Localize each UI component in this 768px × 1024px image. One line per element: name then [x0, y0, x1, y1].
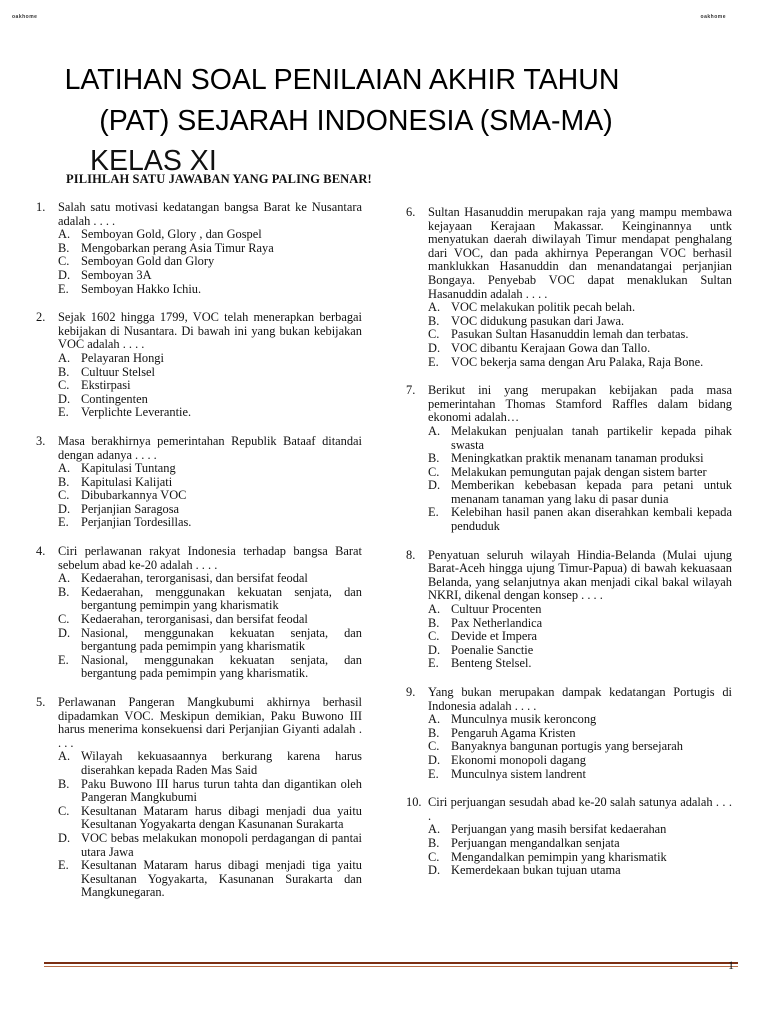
question-item [36, 435, 362, 530]
option-letter: E. [428, 766, 439, 781]
option-text: Pax Netherlandica [451, 615, 543, 630]
question-item [36, 696, 362, 900]
answer-option [58, 242, 362, 256]
option-letter: E. [58, 515, 69, 530]
option-text: Kedaerahan, terorganisasi, dan bersifat feodal [81, 612, 308, 627]
question-number: 5. [36, 695, 46, 709]
option-text: Wilayah kekuasaannya berkurang karena harus diserahkan kepada Raden Mas Said [81, 749, 362, 777]
answer-option [428, 713, 732, 727]
question-number: 8. [406, 547, 416, 562]
option-text: Devide et Impera [451, 629, 538, 644]
option-letter: D. [58, 267, 71, 282]
question-number: 3. [36, 433, 46, 448]
answer-options [428, 713, 732, 781]
option-letter: B. [428, 725, 440, 740]
answer-option [428, 644, 732, 658]
option-letter: C. [58, 488, 70, 503]
question-item [36, 311, 362, 420]
option-letter: E. [428, 656, 439, 671]
answer-option [58, 489, 362, 503]
option-letter: D. [428, 642, 441, 657]
option-text: VOC didukung pasukan dari Jawa. [451, 313, 625, 328]
answer-option [428, 837, 732, 851]
answer-option [58, 516, 362, 530]
option-text: Kedaerahan, terorganisasi, dan bersifat feodal [81, 571, 308, 586]
answer-option [428, 506, 732, 533]
option-letter: C. [58, 254, 70, 269]
option-text: Kapitulasi Kalijati [81, 474, 173, 489]
option-text: Contingenten [81, 391, 148, 406]
answer-option [428, 727, 732, 741]
option-letter: B. [58, 364, 70, 379]
option-text: Mengandalkan pemimpin yang kharismatik [451, 849, 667, 864]
option-letter: D. [428, 863, 441, 878]
option-text: Nasional, menggunakan kekuatan senjata, dan bergantung pada pemimpin yang kharismatik [81, 625, 362, 654]
option-text: Semboyan Hakko Ichiu. [81, 281, 202, 296]
option-letter: B. [58, 474, 70, 489]
option-text: Munculnya musik keroncong [451, 712, 597, 727]
answer-option [428, 315, 732, 329]
option-letter: C. [58, 378, 70, 393]
page-title-line-2: (PAT) SEJARAH INDONESIA (SMA-MA) [99, 105, 613, 137]
question-item [406, 384, 732, 534]
option-text: Semboyan 3A [81, 267, 152, 282]
answer-option [428, 617, 732, 631]
question-text: Perlawanan Pangeran Mangkubumi akhirnya berhasil dipadamkan VOC. Meskipun demikian, Paku Buwono III harus menerima konsekuensi dari Perjanjian Giyanti adalah . . . . [58, 695, 362, 750]
question-item [406, 686, 732, 781]
option-letter: A. [428, 300, 441, 315]
option-text: Kesultanan Mataram harus dibagi menjadi dua yaitu Kesultanan Yogyakarta dengan Kasunanan Surakarta [81, 803, 362, 832]
option-text: Kedaerahan, menggunakan kekuatan senjata, dan bergantung pemimpin yang kharismatik [81, 584, 362, 613]
answer-option [428, 452, 732, 466]
answer-option [58, 393, 362, 407]
question-item [406, 206, 732, 369]
option-text: Dibubarkannya VOC [81, 488, 187, 503]
answer-option [58, 283, 362, 297]
option-letter: A. [428, 712, 441, 727]
answer-option [58, 778, 362, 805]
question-text: Sejak 1602 hingga 1799, VOC telah menerapkan berbagai kebijakan di Nusantara. Di bawah ini yang bukan kebijakan VOC adalah . . . . [58, 310, 362, 352]
option-text: Munculnya sistem landrent [451, 766, 586, 781]
option-text: Melakukan pemungutan pajak dengan sistem barter [451, 464, 707, 479]
answer-option [58, 859, 362, 900]
question-number: 4. [36, 544, 46, 559]
option-letter: A. [428, 822, 441, 837]
option-letter: E. [58, 281, 69, 296]
option-text: Semboyan Gold dan Glory [81, 254, 215, 269]
option-letter: B. [428, 313, 440, 328]
answer-option [58, 627, 362, 654]
answer-option [428, 823, 732, 837]
option-text: VOC bekerja sama dengan Aru Palaka, Raja Bone. [451, 354, 704, 369]
option-text: Melakukan penjualan tanah partikelir kepada pihak swasta [451, 423, 732, 452]
option-text: Ekonomi monopoli dagang [451, 752, 586, 767]
option-letter: E. [58, 652, 69, 667]
question-text: Berikut ini yang merupakan kebijakan pada masa pemerintahan Thomas Stamford Raffles dalam bidang ekonomi adalah… [428, 383, 732, 425]
answer-option [428, 603, 732, 617]
answer-option [428, 864, 732, 878]
option-text: Perjanjian Tordesillas. [81, 515, 192, 530]
option-letter: B. [428, 451, 440, 466]
option-letter: B. [58, 584, 70, 599]
option-text: Perjuangan mengandalkan senjata [451, 835, 620, 850]
answer-options [428, 425, 732, 534]
answer-option [58, 503, 362, 517]
question-number: 7. [406, 383, 416, 398]
question-number: 9. [406, 685, 416, 699]
option-text: Pengaruh Agama Kristen [451, 725, 576, 740]
question-item [406, 549, 732, 671]
answer-option [428, 479, 732, 506]
option-letter: C. [428, 849, 440, 864]
option-letter: C. [428, 629, 440, 644]
option-text: Kesultanan Mataram harus dibagi menjadi tiga yaitu Kesultanan Yogyakarta, Kasunanan Surakarta dan Mangkunegaran. [81, 858, 362, 900]
answer-option [58, 832, 362, 859]
option-text: Kapitulasi Tuntang [81, 461, 176, 476]
option-text: Cultuur Stelsel [81, 364, 155, 379]
answer-option [58, 406, 362, 420]
option-text: Nasional, menggunakan kekuatan senjata, dan bergantung pada pemimpin yang kharismatik. [81, 652, 362, 681]
option-letter: B. [58, 240, 70, 255]
answer-option [58, 269, 362, 283]
question-number: 6. [406, 205, 416, 219]
option-letter: D. [58, 501, 71, 516]
option-text: Poenalie Sanctie [451, 642, 534, 657]
questions-right-column [406, 206, 732, 893]
option-text: Pelayaran Hongi [81, 350, 164, 365]
option-text: Perjuangan yang masih bersifat kedaerahan [451, 822, 667, 837]
option-letter: A. [58, 350, 71, 365]
option-letter: B. [58, 776, 70, 791]
option-text: Benteng Stelsel. [451, 656, 532, 671]
option-letter: D. [428, 752, 441, 767]
option-text: Memberikan kebebasan kepada para petani untuk menanam tanaman yang laku di pasar dunia [451, 478, 732, 506]
answer-options [58, 228, 362, 296]
answer-options [58, 462, 362, 530]
option-text: Paku Buwono III harus turun tahta dan digantikan oleh Pangeran Mangkubumi [81, 776, 362, 805]
answer-option [428, 740, 732, 754]
option-letter: E. [58, 405, 69, 420]
answer-option [428, 328, 732, 342]
answer-option [58, 613, 362, 627]
page-title-line-1: LATIHAN SOAL PENILAIAN AKHIR TAHUN [64, 64, 620, 96]
answer-option [428, 466, 732, 480]
option-letter: D. [58, 830, 71, 845]
answer-option [428, 851, 732, 865]
answer-options [58, 352, 362, 420]
page-number: 1 [728, 958, 734, 972]
footer-rule [44, 962, 738, 964]
option-letter: A. [58, 227, 71, 242]
question-number: 10. [406, 795, 422, 810]
answer-option [428, 754, 732, 768]
question-text: Salah satu motivasi kedatangan bangsa Barat ke Nusantara adalah . . . . [58, 200, 362, 228]
answer-option [428, 630, 732, 644]
instruction-heading: PILIHLAH SATU JAWABAN YANG PALING BENAR! [66, 172, 372, 186]
option-letter: E. [428, 354, 439, 369]
answer-option [428, 301, 732, 315]
answer-option [428, 425, 732, 452]
question-item [36, 545, 362, 681]
option-text: Verplichte Leverantie. [81, 405, 192, 420]
option-letter: D. [428, 340, 441, 355]
option-letter: A. [58, 571, 71, 586]
answer-option [58, 750, 362, 777]
footer-rule-thin [44, 966, 738, 967]
answer-option [428, 768, 732, 782]
option-text: Perjanjian Saragosa [81, 501, 180, 516]
answer-option [428, 356, 732, 370]
option-letter: D. [58, 625, 71, 640]
question-item [36, 201, 362, 296]
question-text: Sultan Hasanuddin merupakan raja yang mampu membawa kejayaan Kerajaan Makassar. Keinginannya untk menyatukan daerah diwilayah Timur mendapat penghalang dari VOC, dan pada akhirnya Peperangan VOC berhasil manklukkan Hasanuddin dan menandatangai perjanjian Bongaya. Penyebab VOC dapat menaklukan Sultan Hasanuddin adalah . . . . [428, 205, 732, 301]
answer-options [58, 750, 362, 900]
option-text: Ekstirpasi [81, 378, 131, 393]
question-text: Yang bukan merupakan dampak kedatangan Portugis di Indonesia adalah . . . . [428, 685, 732, 713]
question-text: Ciri perlawanan rakyat Indonesia terhadap bangsa Barat sebelum abad ke-20 adalah . . . . [58, 544, 362, 572]
answer-option [58, 352, 362, 366]
answer-option [428, 342, 732, 356]
option-letter: A. [58, 461, 71, 476]
option-letter: C. [58, 612, 70, 627]
option-text: Meningkatkan praktik menanam tanaman produksi [451, 451, 704, 466]
answer-options [58, 572, 362, 681]
answer-options [428, 603, 732, 671]
answer-option [58, 255, 362, 269]
answer-option [58, 379, 362, 393]
option-text: VOC dibantu Kerajaan Gowa dan Tallo. [451, 340, 651, 355]
option-letter: B. [428, 615, 440, 630]
option-text: Cultuur Procenten [451, 602, 542, 617]
option-text: VOC melakukan politik pecah belah. [451, 300, 636, 315]
watermark-right: oakhome [700, 14, 726, 20]
answer-option [58, 805, 362, 832]
option-letter: C. [428, 327, 440, 342]
question-text: Ciri perjuangan sesudah abad ke-20 salah satunya adalah . . . . [428, 795, 732, 823]
answer-options [428, 823, 732, 877]
option-letter: E. [58, 858, 69, 873]
option-text: Banyaknya bangunan portugis yang bersejarah [451, 739, 683, 754]
answer-option [58, 572, 362, 586]
question-number: 2. [36, 310, 46, 325]
answer-option [58, 476, 362, 490]
question-text: Penyatuan seluruh wilayah Hindia-Belanda (Mulai ujung Barat-Aceh hingga ujung Timur-Papua) di bawah kekuasaan Belanda, yang selanjutnya akan menjadi cikal bakal wilayah NKRI, dikenal dengan konsep . . . . [428, 547, 732, 603]
option-text: Mengobarkan perang Asia Timur Raya [81, 240, 274, 255]
answer-option [58, 654, 362, 681]
option-letter: A. [58, 749, 71, 764]
option-text: VOC bebas melakukan monopoli perdagangan di pantai utara Jawa [81, 830, 362, 859]
answer-options [428, 301, 732, 369]
option-text: Pasukan Sultan Hasanuddin lemah dan terbatas. [451, 327, 689, 342]
questions-left-column [36, 201, 362, 915]
question-number: 1. [36, 200, 46, 214]
option-letter: B. [428, 835, 440, 850]
answer-option [428, 657, 732, 671]
option-text: Semboyan Gold, Glory , dan Gospel [81, 227, 262, 242]
answer-option [58, 586, 362, 613]
option-letter: E. [428, 505, 439, 520]
option-letter: D. [58, 391, 71, 406]
option-letter: C. [58, 803, 70, 818]
question-text: Masa berakhirnya pemerintahan Republik Bataaf ditandai dengan adanya . . . . [58, 433, 362, 462]
option-letter: A. [428, 423, 441, 438]
page-title-line-3-clipped: KELAS XI [90, 145, 217, 177]
option-letter: A. [428, 602, 441, 617]
option-letter: D. [428, 478, 441, 493]
option-letter: C. [428, 464, 440, 479]
option-letter: C. [428, 739, 440, 754]
answer-option [58, 366, 362, 380]
question-item [406, 796, 732, 878]
watermark-left: oakhome [12, 14, 38, 20]
option-text: Kemerdekaan bukan tujuan utama [451, 863, 621, 878]
answer-option [58, 462, 362, 476]
option-text: Kelebihan hasil panen akan diserahkan kembali kepada penduduk [451, 505, 732, 534]
answer-option [58, 228, 362, 242]
